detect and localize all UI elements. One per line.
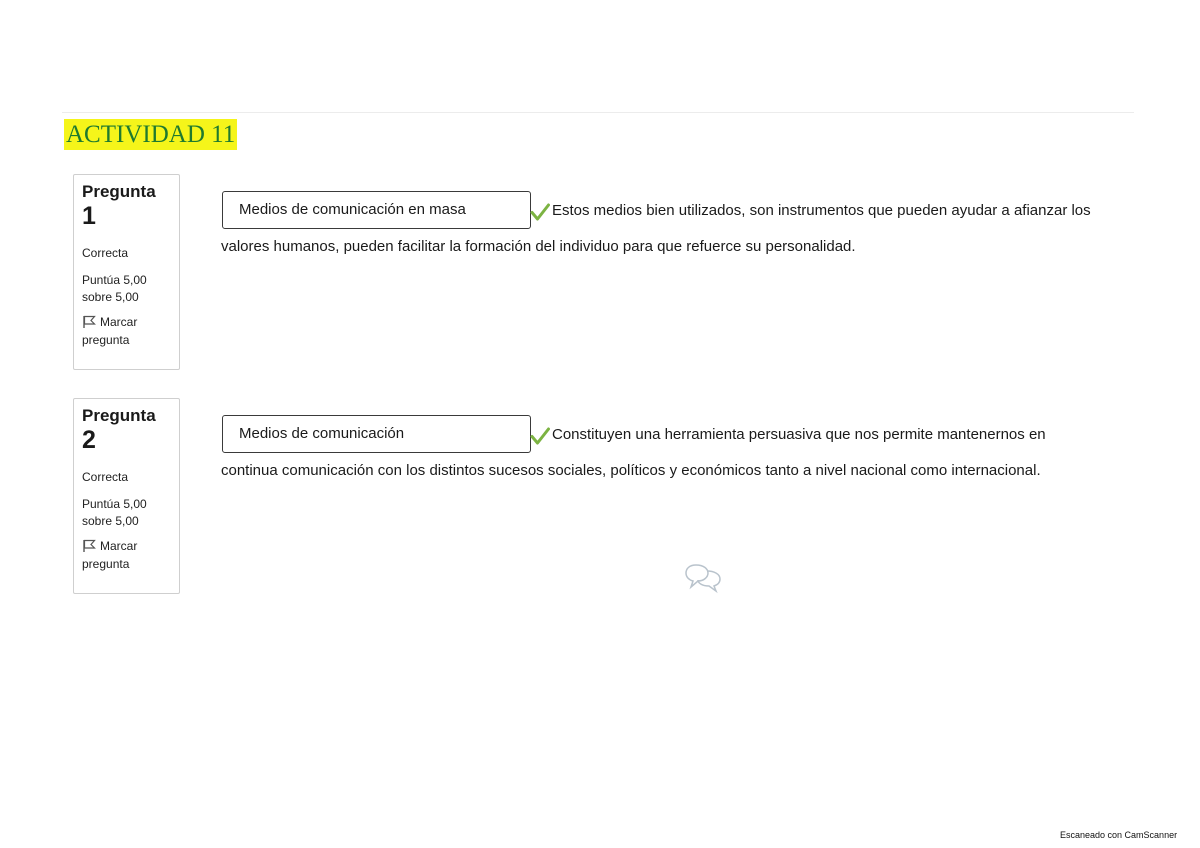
question-text-line: continua comunicación con los distintos sucesos sociales, políticos y económicos tanto a nivel nacional como internacional. <box>221 462 1041 479</box>
question-number: 2 <box>82 426 96 454</box>
flag-question-link[interactable] <box>82 537 179 573</box>
question-text-line: Estos medios bien utilizados, son instrumentos que pueden ayudar a afianzar los <box>552 202 1091 219</box>
answer-select-1[interactable]: Medios de comunicación en masa <box>222 191 531 229</box>
check-icon <box>530 203 550 221</box>
question-grade: Puntúa 5,00 sobre 5,00 <box>82 497 147 528</box>
question-text-line: valores humanos, pueden facilitar la formación del individuo para que refuerce su personalidad. <box>221 238 856 255</box>
question-state: Correcta <box>82 470 129 484</box>
chat-icon <box>684 562 722 594</box>
question-grade: Puntúa 5,00 sobre 5,00 <box>82 273 147 304</box>
page-title: ACTIVIDAD 11 <box>66 121 236 148</box>
flag-question-label: Marcar pregunta <box>82 539 138 571</box>
question-state: Correcta <box>82 246 129 260</box>
question-number: 1 <box>82 202 96 230</box>
flag-icon <box>82 315 96 328</box>
question-label: Pregunta <box>82 182 156 201</box>
flag-question-label: Marcar pregunta <box>82 315 138 347</box>
question-text-line: Constituyen una herramienta persuasiva que nos permite mantenernos en <box>552 426 1046 443</box>
check-icon <box>530 427 550 445</box>
top-divider <box>62 112 1134 113</box>
question-info-1 <box>73 174 180 370</box>
scanner-watermark: Escaneado con CamScanner <box>1060 830 1178 840</box>
flag-icon <box>82 539 96 552</box>
answer-select-2[interactable]: Medios de comunicación <box>222 415 531 453</box>
question-label: Pregunta <box>82 406 156 425</box>
flag-question-link[interactable] <box>82 313 179 349</box>
question-info-2 <box>73 398 180 594</box>
